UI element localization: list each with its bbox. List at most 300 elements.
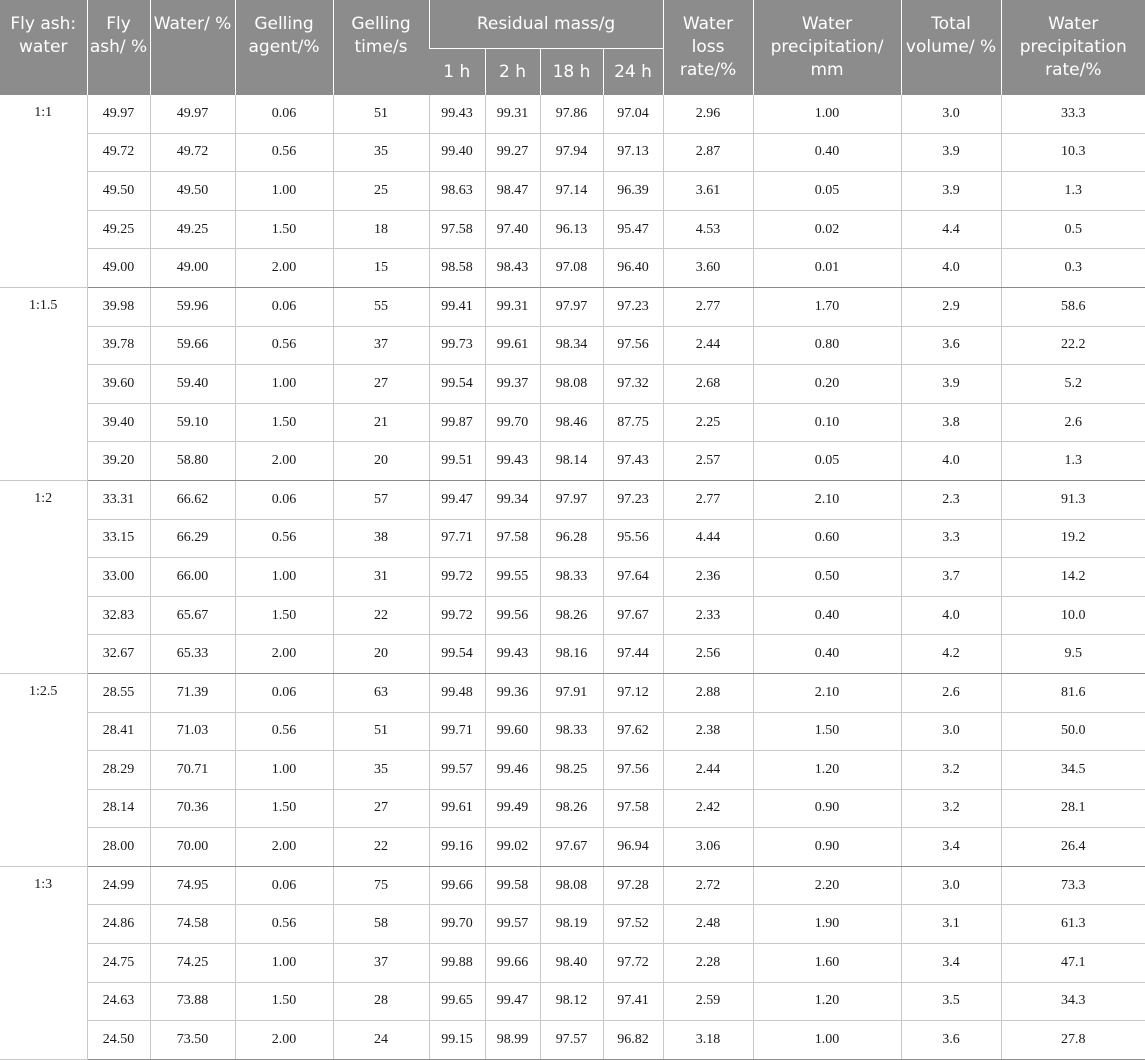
table-cell: 98.26 [540,789,603,828]
table-cell: 1.50 [753,712,901,751]
table-cell: 97.62 [603,712,663,751]
table-cell: 24.63 [87,982,150,1021]
table-cell: 55 [333,287,429,326]
table-cell: 28.1 [1001,789,1145,828]
table-cell: 2.77 [663,480,753,519]
table-cell: 98.58 [429,249,485,288]
table-cell: 3.2 [901,751,1001,790]
table-header [0,0,1145,95]
table-cell: 97.52 [603,905,663,944]
table-cell: 97.97 [540,480,603,519]
table-cell: 71.39 [150,673,235,712]
table-cell: 99.27 [485,133,540,172]
table-cell: 3.06 [663,828,753,867]
table-cell: 97.13 [603,133,663,172]
ratio-cell: 1:3 [0,866,87,1059]
table-cell: 58 [333,905,429,944]
table-cell: 38 [333,519,429,558]
table-cell: 1.20 [753,982,901,1021]
table-cell: 2.72 [663,866,753,905]
table-cell: 39.40 [87,403,150,442]
table-cell: 24.99 [87,866,150,905]
table-cell: 97.41 [603,982,663,1021]
table-cell: 66.29 [150,519,235,558]
table-cell: 0.02 [753,210,901,249]
table-cell: 2.10 [753,673,901,712]
table-cell: 20 [333,442,429,481]
table-cell: 0.90 [753,789,901,828]
table-row [0,982,1145,1021]
table-cell: 99.61 [429,789,485,828]
table-cell: 71.03 [150,712,235,751]
table-cell: 39.98 [87,287,150,326]
table-cell: 59.66 [150,326,235,365]
table-cell: 3.3 [901,519,1001,558]
table-cell: 49.72 [87,133,150,172]
table-cell: 96.40 [603,249,663,288]
table-cell: 0.06 [235,287,333,326]
table-cell: 96.94 [603,828,663,867]
table-cell: 0.3 [1001,249,1145,288]
table-cell: 49.50 [150,172,235,211]
table-row [0,95,1145,133]
table-cell: 0.20 [753,365,901,404]
table-cell: 97.67 [540,828,603,867]
table-row [0,480,1145,519]
table-cell: 96.82 [603,1021,663,1060]
table-cell: 57 [333,480,429,519]
col-header-water-loss-rate: Water loss rate/% [663,0,753,95]
table-cell: 3.5 [901,982,1001,1021]
table-row [0,558,1145,597]
table-cell: 99.66 [485,944,540,983]
table-cell: 99.73 [429,326,485,365]
table-cell: 97.23 [603,287,663,326]
table-cell: 0.60 [753,519,901,558]
table-cell: 65.33 [150,635,235,674]
col-header-2h: 2 h [485,48,540,95]
table-cell: 34.3 [1001,982,1145,1021]
table-cell: 2.00 [235,249,333,288]
col-header-fly-ash: Fly ash/ % [87,0,150,95]
table-cell: 3.6 [901,326,1001,365]
table-cell: 2.57 [663,442,753,481]
table-cell: 99.31 [485,95,540,133]
table-cell: 49.00 [87,249,150,288]
table-cell: 2.3 [901,480,1001,519]
table-cell: 22.2 [1001,326,1145,365]
col-header-24h: 24 h [603,48,663,95]
table-cell: 61.3 [1001,905,1145,944]
table-cell: 37 [333,326,429,365]
col-header-1h: 1 h [429,48,485,95]
table-cell: 99.72 [429,558,485,597]
table-cell: 0.56 [235,326,333,365]
table-cell: 21 [333,403,429,442]
table-cell: 1.00 [235,944,333,983]
table-cell: 2.00 [235,828,333,867]
table-row [0,789,1145,828]
table-cell: 1.60 [753,944,901,983]
table-row [0,210,1145,249]
table-cell: 9.5 [1001,635,1145,674]
table-cell: 1.3 [1001,442,1145,481]
table-cell: 2.56 [663,635,753,674]
table-cell: 3.8 [901,403,1001,442]
table-cell: 66.00 [150,558,235,597]
col-header-water-precipitation: Water precipitation/ mm [753,0,901,95]
table-cell: 27 [333,365,429,404]
table-cell: 0.06 [235,866,333,905]
table-cell: 75 [333,866,429,905]
table-cell: 0.01 [753,249,901,288]
table-cell: 99.72 [429,596,485,635]
table-cell: 96.13 [540,210,603,249]
table-cell: 98.26 [540,596,603,635]
table-cell: 2.25 [663,403,753,442]
table-cell: 32.83 [87,596,150,635]
table-cell: 0.90 [753,828,901,867]
table-cell: 98.43 [485,249,540,288]
table-cell: 99.47 [429,480,485,519]
table-cell: 49.25 [150,210,235,249]
table-cell: 97.91 [540,673,603,712]
col-header-18h: 18 h [540,48,603,95]
table-cell: 99.34 [485,480,540,519]
table-cell: 37 [333,944,429,983]
table-cell: 99.37 [485,365,540,404]
table-cell: 33.3 [1001,95,1145,133]
table-row [0,828,1145,867]
table-cell: 99.54 [429,365,485,404]
table-cell: 70.71 [150,751,235,790]
table-cell: 15 [333,249,429,288]
table-cell: 24.50 [87,1021,150,1060]
table-cell: 34.5 [1001,751,1145,790]
table-cell: 96.28 [540,519,603,558]
table-cell: 31 [333,558,429,597]
table-cell: 3.0 [901,95,1001,133]
table-cell: 99.61 [485,326,540,365]
table-cell: 98.08 [540,866,603,905]
table-cell: 97.12 [603,673,663,712]
table-cell: 32.67 [87,635,150,674]
table-row [0,172,1145,211]
table-cell: 81.6 [1001,673,1145,712]
table-row [0,751,1145,790]
table-cell: 98.33 [540,712,603,751]
table-cell: 19.2 [1001,519,1145,558]
table-cell: 1.00 [235,751,333,790]
table-cell: 28.55 [87,673,150,712]
table-cell: 3.60 [663,249,753,288]
table-cell: 0.80 [753,326,901,365]
table-cell: 74.25 [150,944,235,983]
table-cell: 1.50 [235,789,333,828]
table-cell: 97.56 [603,326,663,365]
table-cell: 22 [333,596,429,635]
table-cell: 99.65 [429,982,485,1021]
ratio-cell: 1:2.5 [0,673,87,866]
table-cell: 0.05 [753,172,901,211]
table-cell: 98.25 [540,751,603,790]
table-cell: 99.55 [485,558,540,597]
table-cell: 97.57 [540,1021,603,1060]
table-cell: 97.28 [603,866,663,905]
table-cell: 65.67 [150,596,235,635]
table-cell: 99.02 [485,828,540,867]
table-cell: 98.40 [540,944,603,983]
table-row [0,287,1145,326]
ratio-cell: 1:1 [0,95,87,287]
table-cell: 2.42 [663,789,753,828]
table-cell: 3.18 [663,1021,753,1060]
table-cell: 49.25 [87,210,150,249]
table-cell: 97.14 [540,172,603,211]
table-cell: 97.58 [603,789,663,828]
table-cell: 28.41 [87,712,150,751]
table-cell: 2.20 [753,866,901,905]
table-cell: 0.06 [235,673,333,712]
col-header-gelling-time: Gelling time/s [333,0,429,95]
table-cell: 0.5 [1001,210,1145,249]
table-cell: 95.47 [603,210,663,249]
table-cell: 2.77 [663,287,753,326]
table-cell: 58.6 [1001,287,1145,326]
table-cell: 35 [333,751,429,790]
table-row [0,673,1145,712]
table-cell: 99.36 [485,673,540,712]
col-header-water: Water/ % [150,0,235,95]
table-cell: 98.12 [540,982,603,1021]
table-cell: 58.80 [150,442,235,481]
table-cell: 2.6 [1001,403,1145,442]
table-row [0,866,1145,905]
table-cell: 4.4 [901,210,1001,249]
table-cell: 97.40 [485,210,540,249]
table-row [0,519,1145,558]
table-cell: 63 [333,673,429,712]
table-cell: 97.67 [603,596,663,635]
table-cell: 3.7 [901,558,1001,597]
table-cell: 97.97 [540,287,603,326]
table-cell: 59.40 [150,365,235,404]
table-cell: 2.00 [235,635,333,674]
table-cell: 98.47 [485,172,540,211]
table-cell: 49.97 [150,95,235,133]
table-cell: 14.2 [1001,558,1145,597]
table-cell: 91.3 [1001,480,1145,519]
table-cell: 97.58 [429,210,485,249]
table-cell: 2.00 [235,442,333,481]
table-cell: 74.95 [150,866,235,905]
table-cell: 3.0 [901,712,1001,751]
table-cell: 25 [333,172,429,211]
table-cell: 1.20 [753,751,901,790]
table-cell: 3.9 [901,172,1001,211]
table-cell: 99.41 [429,287,485,326]
table-cell: 97.23 [603,480,663,519]
table-cell: 2.6 [901,673,1001,712]
table-cell: 99.56 [485,596,540,635]
table-cell: 24.86 [87,905,150,944]
table-cell: 98.46 [540,403,603,442]
table-cell: 3.2 [901,789,1001,828]
table-cell: 0.56 [235,133,333,172]
table-cell: 2.48 [663,905,753,944]
table-cell: 0.06 [235,480,333,519]
table-cell: 4.44 [663,519,753,558]
table-cell: 99.46 [485,751,540,790]
table-cell: 0.05 [753,442,901,481]
table-cell: 51 [333,712,429,751]
table-cell: 99.43 [429,95,485,133]
table-cell: 3.4 [901,828,1001,867]
table-cell: 70.00 [150,828,235,867]
table-body [0,95,1145,1059]
col-header-total-volume: Total volume/ % [901,0,1001,95]
table-cell: 2.36 [663,558,753,597]
table-cell: 99.48 [429,673,485,712]
table-cell: 2.88 [663,673,753,712]
table-cell: 66.62 [150,480,235,519]
table-cell: 99.31 [485,287,540,326]
table-cell: 59.10 [150,403,235,442]
table-row [0,442,1145,481]
table-row [0,1021,1145,1060]
table-cell: 1.00 [235,558,333,597]
table-cell: 2.00 [235,1021,333,1060]
table-cell: 24 [333,1021,429,1060]
table-cell: 28.14 [87,789,150,828]
table-cell: 2.59 [663,982,753,1021]
table-cell: 99.71 [429,712,485,751]
table-row [0,403,1145,442]
table-cell: 97.94 [540,133,603,172]
table-row [0,635,1145,674]
table-cell: 97.71 [429,519,485,558]
table-cell: 0.10 [753,403,901,442]
table-cell: 51 [333,95,429,133]
table-row [0,944,1145,983]
table-cell: 97.86 [540,95,603,133]
table-cell: 49.50 [87,172,150,211]
table-cell: 27 [333,789,429,828]
table-cell: 3.9 [901,133,1001,172]
table-cell: 2.38 [663,712,753,751]
table-cell: 98.08 [540,365,603,404]
table-cell: 1.50 [235,982,333,1021]
ratio-cell: 1:2 [0,480,87,673]
table-cell: 99.66 [429,866,485,905]
table-cell: 1.00 [235,365,333,404]
table-row [0,596,1145,635]
table-cell: 99.70 [429,905,485,944]
table-cell: 95.56 [603,519,663,558]
table-row [0,365,1145,404]
table-cell: 49.97 [87,95,150,133]
col-header-residual-mass: Residual mass/g [429,0,663,48]
table-cell: 49.00 [150,249,235,288]
table-cell: 27.8 [1001,1021,1145,1060]
table-cell: 98.19 [540,905,603,944]
col-header-water-precipitation-rate: Water precipitation rate/% [1001,0,1145,95]
table-cell: 0.56 [235,519,333,558]
table-cell: 1.3 [1001,172,1145,211]
table-cell: 2.28 [663,944,753,983]
table-cell: 0.56 [235,712,333,751]
ratio-cell: 1:1.5 [0,287,87,480]
col-header-fly-ash-water: Fly ash: water [0,0,87,95]
table-cell: 2.96 [663,95,753,133]
table-cell: 97.04 [603,95,663,133]
table-cell: 39.78 [87,326,150,365]
table-cell: 98.34 [540,326,603,365]
table-cell: 3.1 [901,905,1001,944]
table-cell: 96.39 [603,172,663,211]
table-cell: 98.14 [540,442,603,481]
table-cell: 1.00 [235,172,333,211]
table-cell: 3.61 [663,172,753,211]
table-cell: 0.40 [753,133,901,172]
table-row [0,326,1145,365]
table-cell: 39.20 [87,442,150,481]
table-cell: 3.9 [901,365,1001,404]
table-cell: 98.16 [540,635,603,674]
table-cell: 97.64 [603,558,663,597]
table-cell: 2.9 [901,287,1001,326]
table-cell: 98.99 [485,1021,540,1060]
table-cell: 4.2 [901,635,1001,674]
table-cell: 1.00 [753,95,901,133]
table-cell: 73.50 [150,1021,235,1060]
table-cell: 99.47 [485,982,540,1021]
table-row [0,133,1145,172]
table-row [0,249,1145,288]
table-cell: 4.0 [901,249,1001,288]
table-cell: 97.58 [485,519,540,558]
table-cell: 97.08 [540,249,603,288]
table-cell: 73.88 [150,982,235,1021]
table-cell: 49.72 [150,133,235,172]
table-cell: 1.70 [753,287,901,326]
table-cell: 1.50 [235,210,333,249]
table-cell: 28 [333,982,429,1021]
table-cell: 18 [333,210,429,249]
table-cell: 2.33 [663,596,753,635]
table-cell: 99.88 [429,944,485,983]
table-cell: 99.70 [485,403,540,442]
table-cell: 99.40 [429,133,485,172]
table-cell: 99.87 [429,403,485,442]
table-cell: 1.50 [235,403,333,442]
table-cell: 10.3 [1001,133,1145,172]
table-cell: 3.6 [901,1021,1001,1060]
table-cell: 33.31 [87,480,150,519]
table-cell: 50.0 [1001,712,1145,751]
table-cell: 4.0 [901,442,1001,481]
table-cell: 39.60 [87,365,150,404]
table-cell: 3.4 [901,944,1001,983]
table-cell: 1.50 [235,596,333,635]
table-cell: 99.43 [485,635,540,674]
table-cell: 97.44 [603,635,663,674]
table-cell: 97.72 [603,944,663,983]
table-cell: 2.68 [663,365,753,404]
table-cell: 2.44 [663,326,753,365]
table-cell: 33.00 [87,558,150,597]
table-cell: 0.56 [235,905,333,944]
